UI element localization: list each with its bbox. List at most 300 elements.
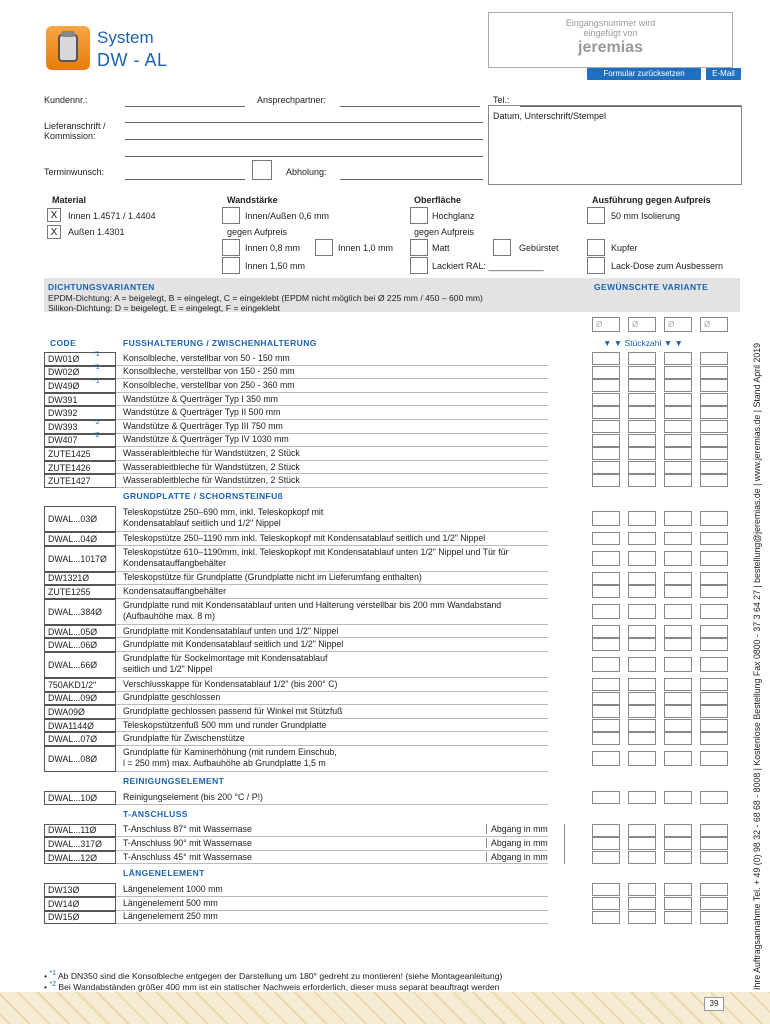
quantity-input[interactable] bbox=[700, 447, 728, 460]
pickup-checkbox[interactable] bbox=[252, 160, 272, 180]
exec-2-checkbox[interactable] bbox=[587, 239, 605, 256]
quantity-input[interactable] bbox=[664, 751, 692, 766]
wall-3-checkbox[interactable] bbox=[315, 239, 333, 256]
quantity-input[interactable] bbox=[664, 705, 692, 718]
quantity-input[interactable] bbox=[664, 625, 692, 638]
quantity-input[interactable] bbox=[628, 751, 656, 766]
quantity-input[interactable] bbox=[592, 511, 620, 526]
quantity-input[interactable] bbox=[628, 837, 656, 850]
code-cell bbox=[44, 379, 116, 393]
page-subtitle: DW - AL bbox=[97, 50, 168, 70]
item-description: Konsolbleche, verstellbar von 150 - 250 mm bbox=[123, 366, 295, 377]
item-code: DWAL...10Ø bbox=[48, 792, 98, 803]
item-code: ZUTE1255 bbox=[48, 586, 91, 597]
code-cell bbox=[44, 366, 116, 380]
outlet-label: Abgang in mm bbox=[486, 824, 548, 834]
item-code: 750AKD1/2" bbox=[48, 679, 97, 690]
item-description: T-Anschluss 45° mit Wassernase bbox=[123, 851, 252, 862]
table-row bbox=[44, 911, 548, 925]
table-row bbox=[44, 585, 548, 599]
quantity-input[interactable] bbox=[628, 692, 656, 705]
quantity-input[interactable] bbox=[592, 678, 620, 691]
exec-1-label: 50 mm Isolierung bbox=[611, 211, 681, 221]
table-row bbox=[44, 461, 548, 475]
item-code: DW15Ø bbox=[48, 912, 80, 923]
quantity-input[interactable] bbox=[700, 638, 728, 651]
diameter-cell[interactable]: Ø bbox=[592, 317, 620, 332]
quantity-input[interactable] bbox=[628, 657, 656, 672]
quantity-input[interactable] bbox=[592, 366, 620, 379]
execution-title: Ausführung gegen Aufpreis bbox=[592, 195, 711, 205]
quantity-input[interactable] bbox=[592, 692, 620, 705]
quantity-input[interactable] bbox=[700, 420, 728, 433]
wall-surcharge-label: gegen Aufpreis bbox=[227, 227, 288, 237]
address-line-3[interactable] bbox=[125, 156, 483, 157]
item-description: Grundplatte mit Kondensatablauf seitlich und 1/2" Nippel bbox=[123, 639, 344, 650]
code-cell bbox=[44, 746, 116, 772]
outlet-label: Abgang in mm bbox=[486, 852, 548, 862]
code-cell bbox=[44, 532, 116, 546]
table-row bbox=[44, 851, 548, 865]
quantity-input[interactable] bbox=[664, 851, 692, 864]
quantity-input[interactable] bbox=[592, 897, 620, 910]
reset-form-button[interactable]: Formular zurücksetzen bbox=[587, 68, 701, 80]
quantity-input[interactable] bbox=[700, 851, 728, 864]
contact-label: Ansprechpartner: bbox=[257, 95, 327, 105]
quantity-input[interactable] bbox=[700, 511, 728, 526]
exec-1-checkbox[interactable] bbox=[587, 207, 605, 224]
quantity-input[interactable] bbox=[592, 638, 620, 651]
commission-label: Kommission: bbox=[44, 131, 96, 141]
quantity-input[interactable] bbox=[700, 791, 728, 804]
item-description: Konsolbleche, verstellbar von 250 - 360 mm bbox=[123, 379, 295, 390]
quantity-input[interactable] bbox=[664, 604, 692, 619]
customer-no-field[interactable] bbox=[125, 106, 245, 107]
material-1-label: Innen 1.4571 / 1.4404 bbox=[68, 211, 156, 221]
quantity-input[interactable] bbox=[664, 657, 692, 672]
quantity-input[interactable] bbox=[592, 420, 620, 433]
page-number: 39 bbox=[704, 997, 724, 1011]
item-description: Längenelement 500 mm bbox=[123, 897, 218, 908]
code-cell bbox=[44, 678, 116, 692]
item-code: DW01Ø bbox=[48, 353, 80, 364]
quantity-input[interactable] bbox=[664, 732, 692, 745]
code-cell bbox=[44, 572, 116, 586]
surface-3-checkbox[interactable] bbox=[493, 239, 511, 256]
quantity-input[interactable] bbox=[592, 824, 620, 837]
table-row bbox=[44, 719, 548, 733]
quantity-input[interactable] bbox=[700, 393, 728, 406]
item-description-line-2: Kondensatauffangbehälter bbox=[123, 557, 227, 568]
quantity-input[interactable] bbox=[592, 657, 620, 672]
item-description-line-2: seitlich und 1/2" Nippel bbox=[123, 664, 213, 674]
table-row bbox=[44, 379, 548, 393]
table-row bbox=[44, 434, 548, 448]
item-description-line-2: Kondensatablauf seitlich und 1/2" Nippel bbox=[123, 518, 281, 528]
quantity-input[interactable] bbox=[628, 883, 656, 896]
material-1-checkbox[interactable]: X bbox=[47, 208, 61, 222]
quantity-input[interactable] bbox=[628, 851, 656, 864]
surface-2-checkbox[interactable] bbox=[410, 239, 428, 256]
item-code: ZUTE1427 bbox=[48, 476, 91, 487]
quantity-input[interactable] bbox=[700, 474, 728, 487]
quantity-input[interactable] bbox=[592, 837, 620, 850]
quantity-input[interactable] bbox=[700, 532, 728, 545]
quantity-input[interactable] bbox=[700, 366, 728, 379]
quantity-input[interactable] bbox=[628, 352, 656, 365]
item-description: T-Anschluss 90° mit Wassernase bbox=[123, 837, 252, 848]
table-row bbox=[44, 406, 548, 420]
quantity-input[interactable] bbox=[664, 911, 692, 924]
material-2-checkbox[interactable]: X bbox=[47, 225, 61, 239]
item-description: Längenelement 1000 mm bbox=[123, 884, 223, 895]
footnote-2: • $^{*2}$ Bei Wandabständen größer 400 mm ist ein statischer Nachweis erforderlich, dieser muss separat beauftragt werden bbox=[44, 981, 500, 992]
stamp-box bbox=[488, 12, 733, 68]
item-description: Grundplatte mit Kondensatablauf unten und 1/2" Nippel bbox=[123, 625, 339, 636]
item-description: Wandstütze & Querträger Typ III 750 mm bbox=[123, 420, 283, 431]
table-row bbox=[44, 692, 548, 706]
quantity-input[interactable] bbox=[664, 532, 692, 545]
quantity-input[interactable] bbox=[628, 705, 656, 718]
item-description: Teleskopstütze 250–1190 mm inkl. Teleskopkopf mit Kondensatablauf seitlich und 1/2" Nippel bbox=[123, 532, 486, 543]
quantity-input[interactable] bbox=[628, 572, 656, 585]
quantity-input[interactable] bbox=[700, 406, 728, 419]
item-description: Grundplatte geschlossen bbox=[123, 692, 221, 703]
code-cell bbox=[44, 420, 116, 434]
item-description: Teleskopstütze 250–690 mm, inkl. Teleskopkopf mit bbox=[123, 507, 324, 517]
item-description: Grundplatte für Kaminerhöhung (mit rundem Einschub, bbox=[123, 747, 337, 757]
code-cell bbox=[44, 732, 116, 746]
diameter-cell[interactable]: Ø bbox=[700, 317, 728, 332]
quantity-input[interactable] bbox=[592, 851, 620, 864]
table-row bbox=[44, 705, 548, 719]
quantity-input[interactable] bbox=[664, 511, 692, 526]
quantity-input[interactable] bbox=[664, 366, 692, 379]
quantity-input[interactable] bbox=[700, 719, 728, 732]
desired-date-field[interactable] bbox=[125, 179, 245, 180]
code-cell bbox=[44, 705, 116, 719]
surface-1-label: Hochglanz bbox=[432, 211, 475, 221]
item-code: DWAL...384Ø bbox=[48, 606, 102, 617]
surface-title: Oberfläche bbox=[414, 195, 462, 205]
quantity-input[interactable] bbox=[592, 585, 620, 598]
quantity-input[interactable] bbox=[628, 379, 656, 392]
quantity-input[interactable] bbox=[700, 625, 728, 638]
system-logo-icon bbox=[46, 26, 90, 70]
table-row bbox=[44, 506, 548, 532]
code-header: CODE bbox=[50, 338, 77, 348]
quantity-input[interactable] bbox=[628, 434, 656, 447]
code-cell bbox=[44, 434, 116, 448]
item-code: DWAL...09Ø bbox=[48, 693, 98, 704]
code-cell bbox=[44, 652, 116, 678]
code-cell bbox=[44, 824, 116, 838]
quantity-input[interactable] bbox=[628, 911, 656, 924]
code-cell bbox=[44, 638, 116, 652]
table-row bbox=[44, 420, 548, 434]
section-title: REINIGUNGSELEMENT bbox=[123, 776, 225, 786]
footnote-marker: *1 bbox=[93, 350, 100, 358]
page-title: System bbox=[97, 28, 154, 47]
table-row bbox=[44, 393, 548, 407]
quantity-input[interactable] bbox=[700, 705, 728, 718]
quantity-input[interactable] bbox=[664, 474, 692, 487]
exec-2-label: Kupfer bbox=[611, 243, 638, 253]
code-cell bbox=[44, 506, 116, 532]
quantity-input[interactable] bbox=[664, 692, 692, 705]
code-cell bbox=[44, 447, 116, 461]
quantity-input[interactable] bbox=[628, 585, 656, 598]
quantity-input[interactable] bbox=[700, 551, 728, 566]
quantity-input[interactable] bbox=[592, 719, 620, 732]
quantity-input[interactable] bbox=[592, 791, 620, 804]
item-description: Längenelement 250 mm bbox=[123, 911, 218, 922]
item-code: ZUTE1425 bbox=[48, 448, 91, 459]
exec-3-checkbox[interactable] bbox=[587, 257, 605, 274]
email-button[interactable]: E-Mail bbox=[706, 68, 741, 80]
quantity-input[interactable] bbox=[664, 824, 692, 837]
quantity-input[interactable] bbox=[700, 692, 728, 705]
surface-2-label: Matt bbox=[432, 243, 450, 253]
wall-2-label: Innen 0,8 mm bbox=[245, 243, 301, 253]
item-code: DWAL...06Ø bbox=[48, 640, 98, 651]
code-cell bbox=[44, 837, 116, 851]
table-row bbox=[44, 746, 548, 772]
quantity-input[interactable] bbox=[664, 447, 692, 460]
quantity-input[interactable] bbox=[628, 625, 656, 638]
item-code: ZUTE1426 bbox=[48, 462, 91, 473]
item-code: DWAL...04Ø bbox=[48, 533, 98, 544]
quantity-input[interactable] bbox=[592, 751, 620, 766]
table-row bbox=[44, 352, 548, 366]
customer-no-label: Kundennr.: bbox=[44, 95, 88, 105]
quantity-input[interactable] bbox=[592, 883, 620, 896]
outlet-input[interactable] bbox=[564, 851, 592, 865]
item-code: DWAL...03Ø bbox=[48, 514, 98, 524]
item-description: Wandstütze & Querträger Typ II 500 mm bbox=[123, 407, 281, 418]
sealing-line-2: Silikon-Dichtung: D = beigelegt, E = eingelegt, F = eingeklebt bbox=[48, 303, 280, 313]
wall-4-checkbox[interactable] bbox=[222, 257, 240, 274]
quantity-input[interactable] bbox=[628, 474, 656, 487]
quantity-input[interactable] bbox=[592, 447, 620, 460]
quantity-input[interactable] bbox=[628, 897, 656, 910]
quantity-input[interactable] bbox=[628, 732, 656, 745]
quantity-input[interactable] bbox=[664, 897, 692, 910]
pickup-label: Abholung: bbox=[286, 167, 327, 177]
quantity-input[interactable] bbox=[664, 585, 692, 598]
sealing-line-1: EPDM-Dichtung: A = beigelegt, B = eingelegt, C = eingeklebt (EPDM nicht möglich bei Ø 225 mm / 450 – 600 mm) bbox=[48, 293, 483, 303]
item-code: DWAL...08Ø bbox=[48, 754, 98, 764]
brand-logo: jeremias bbox=[578, 39, 643, 56]
table-row bbox=[44, 824, 548, 838]
material-2-label: Außen 1.4301 bbox=[68, 227, 125, 237]
table-row bbox=[44, 791, 548, 805]
quantity-input[interactable] bbox=[700, 604, 728, 619]
quantity-input[interactable] bbox=[628, 551, 656, 566]
quantity-input[interactable] bbox=[700, 585, 728, 598]
table-row bbox=[44, 897, 548, 911]
item-description-line-2: (Aufbauhöhe max. 8 m) bbox=[123, 610, 215, 621]
item-code: DWAL...12Ø bbox=[48, 852, 98, 863]
item-description: Reinigungselement (bis 200 °C / P!) bbox=[123, 791, 263, 802]
quantity-input[interactable] bbox=[592, 379, 620, 392]
quantity-input[interactable] bbox=[592, 474, 620, 487]
quantity-input[interactable] bbox=[592, 461, 620, 474]
quantity-input[interactable] bbox=[664, 393, 692, 406]
quantity-input[interactable] bbox=[700, 678, 728, 691]
item-description: Teleskopstütze 610–1190mm, inkl. Teleskopkopf mit Kondensatablauf unten 1/2" Nippel und Tür für bbox=[123, 546, 509, 557]
outlet-input[interactable] bbox=[564, 837, 592, 851]
quantity-input[interactable] bbox=[592, 572, 620, 585]
side-contact-text: Ihre Auftragsannahme Tel. + 49 (0) 98 32 - 68 68 - 8008 | Kostenlose Bestellung Fax 0800 - 37 3 64 27 | bestellung@jeremias.de | www.jeremias.de | Stand April 2019 bbox=[752, 342, 762, 990]
quantity-input[interactable] bbox=[628, 366, 656, 379]
quantity-input[interactable] bbox=[700, 732, 728, 745]
item-code: DWAL...317Ø bbox=[48, 838, 102, 849]
wall-2-checkbox[interactable] bbox=[222, 239, 240, 256]
quantity-input[interactable] bbox=[592, 604, 620, 619]
quantity-input[interactable] bbox=[664, 420, 692, 433]
address-line-2[interactable] bbox=[125, 139, 483, 140]
quantity-input[interactable] bbox=[664, 379, 692, 392]
quantity-input[interactable] bbox=[664, 638, 692, 651]
item-description: Grundplatte rund mit Kondensatablauf unten und Halterung verstellbar bis 200 mm Wandabstand bbox=[123, 599, 502, 610]
quantity-input[interactable] bbox=[592, 352, 620, 365]
code-cell bbox=[44, 599, 116, 625]
item-code: DWA09Ø bbox=[48, 706, 85, 717]
footnote-1: • $^{*1}$ Ab DN350 sind die Konsolbleche entgegen der Darstellung um 180° gedreht zu montieren! (siehe Montageanleitung) bbox=[44, 970, 503, 981]
table-row bbox=[44, 546, 548, 572]
code-cell bbox=[44, 406, 116, 420]
diameter-cell[interactable]: Ø bbox=[664, 317, 692, 332]
item-description: Wasserableitbleche für Wandstützen, 2 Stück bbox=[123, 447, 300, 458]
quantity-input[interactable] bbox=[700, 461, 728, 474]
quantity-input[interactable] bbox=[664, 572, 692, 585]
code-cell bbox=[44, 851, 116, 865]
table-row bbox=[44, 599, 548, 625]
quantity-input[interactable] bbox=[664, 551, 692, 566]
quantity-input[interactable] bbox=[664, 883, 692, 896]
wall-1-checkbox[interactable] bbox=[222, 207, 240, 224]
quantity-input[interactable] bbox=[628, 461, 656, 474]
item-code: DWAL...1017Ø bbox=[48, 553, 107, 564]
stamp-line-2: eingefügt von bbox=[583, 28, 638, 38]
section-title: T-ANSCHLUSS bbox=[123, 808, 188, 819]
wall-3-label: Innen 1,0 mm bbox=[338, 243, 394, 253]
table-row bbox=[44, 638, 548, 652]
outlet-label: Abgang in mm bbox=[486, 838, 548, 848]
quantity-input[interactable] bbox=[592, 393, 620, 406]
quantity-input[interactable] bbox=[700, 751, 728, 766]
signature-label: Datum, Unterschrift/Stempel bbox=[493, 111, 607, 121]
item-code: DWAL...05Ø bbox=[48, 626, 98, 637]
quantity-input[interactable] bbox=[628, 420, 656, 433]
table-row bbox=[44, 652, 548, 678]
table-row bbox=[44, 572, 548, 586]
item-description: Grundplatte für Zwischenstütze bbox=[123, 733, 245, 744]
item-description: Wasserableitbleche für Wandstützen, 2 Stück bbox=[123, 475, 300, 486]
quantity-input[interactable] bbox=[700, 837, 728, 850]
quantity-input[interactable] bbox=[628, 393, 656, 406]
section-title: LÄNGENELEMENT bbox=[123, 868, 205, 879]
table-row bbox=[44, 447, 548, 461]
quantity-input[interactable] bbox=[628, 678, 656, 691]
table-row bbox=[44, 837, 548, 851]
quantity-input[interactable] bbox=[700, 379, 728, 392]
address-line-1[interactable] bbox=[125, 122, 483, 123]
quantity-input[interactable] bbox=[664, 434, 692, 447]
quantity-input[interactable] bbox=[628, 532, 656, 545]
quantity-input[interactable] bbox=[700, 657, 728, 672]
quantity-input[interactable] bbox=[592, 532, 620, 545]
quantity-input[interactable] bbox=[628, 824, 656, 837]
quantity-input[interactable] bbox=[592, 406, 620, 419]
code-cell bbox=[44, 719, 116, 733]
quantity-input[interactable] bbox=[700, 434, 728, 447]
section-header-fusshalterung: FUSSHALTERUNG / ZWISCHENHALTERUNG bbox=[123, 338, 317, 348]
outlet-input[interactable] bbox=[564, 824, 592, 838]
code-cell bbox=[44, 352, 116, 366]
item-description: Grundplatte für Sockelmontage mit Kondensatablauf bbox=[123, 653, 328, 663]
quantity-input[interactable] bbox=[664, 719, 692, 732]
quantity-input[interactable] bbox=[700, 352, 728, 365]
quantity-input[interactable] bbox=[628, 604, 656, 619]
quantity-input[interactable] bbox=[628, 447, 656, 460]
contact-field[interactable] bbox=[340, 106, 480, 107]
quantity-input[interactable] bbox=[628, 406, 656, 419]
item-code: DWAL...07Ø bbox=[48, 734, 98, 745]
signature-box[interactable] bbox=[488, 105, 742, 185]
quantity-input[interactable] bbox=[592, 625, 620, 638]
quantity-input[interactable] bbox=[592, 551, 620, 566]
pickup-field[interactable] bbox=[340, 179, 483, 180]
quantity-input[interactable] bbox=[592, 705, 620, 718]
quantity-input[interactable] bbox=[664, 678, 692, 691]
quantity-input[interactable] bbox=[664, 461, 692, 474]
quantity-input[interactable] bbox=[664, 837, 692, 850]
quantity-input[interactable] bbox=[664, 406, 692, 419]
quantity-input[interactable] bbox=[592, 732, 620, 745]
code-cell bbox=[44, 585, 116, 599]
quantity-input[interactable] bbox=[700, 572, 728, 585]
quantity-input[interactable] bbox=[664, 352, 692, 365]
surface-4-checkbox[interactable] bbox=[410, 257, 428, 274]
surface-surcharge-label: gegen Aufpreis bbox=[414, 227, 475, 237]
surface-1-checkbox[interactable] bbox=[410, 207, 428, 224]
quantity-input[interactable] bbox=[664, 791, 692, 804]
quantity-input[interactable] bbox=[628, 511, 656, 526]
code-cell bbox=[44, 791, 116, 805]
quantity-input[interactable] bbox=[592, 434, 620, 447]
stamp-line-1: Eingangsnummer wird bbox=[565, 18, 656, 28]
item-description: T-Anschluss 87° mit Wassernase bbox=[123, 824, 252, 835]
table-row bbox=[44, 625, 548, 639]
quantity-input[interactable] bbox=[700, 911, 728, 924]
section-title: GRUNDPLATTE / SCHORNSTEINFUß bbox=[123, 491, 284, 501]
quantity-input[interactable] bbox=[628, 638, 656, 651]
table-row bbox=[44, 474, 548, 488]
quantity-input[interactable] bbox=[592, 911, 620, 924]
quantity-input[interactable] bbox=[628, 791, 656, 804]
diameter-cell[interactable]: Ø bbox=[628, 317, 656, 332]
wall-1-label: Innen/Außen 0,6 mm bbox=[245, 211, 330, 221]
quantity-input[interactable] bbox=[700, 897, 728, 910]
code-cell bbox=[44, 692, 116, 706]
quantity-input[interactable] bbox=[700, 883, 728, 896]
quantity-input[interactable] bbox=[700, 824, 728, 837]
quantity-input[interactable] bbox=[628, 719, 656, 732]
footnote-marker: *2 bbox=[93, 432, 100, 440]
delivery-address-label: Lieferanschrift / bbox=[44, 121, 106, 131]
